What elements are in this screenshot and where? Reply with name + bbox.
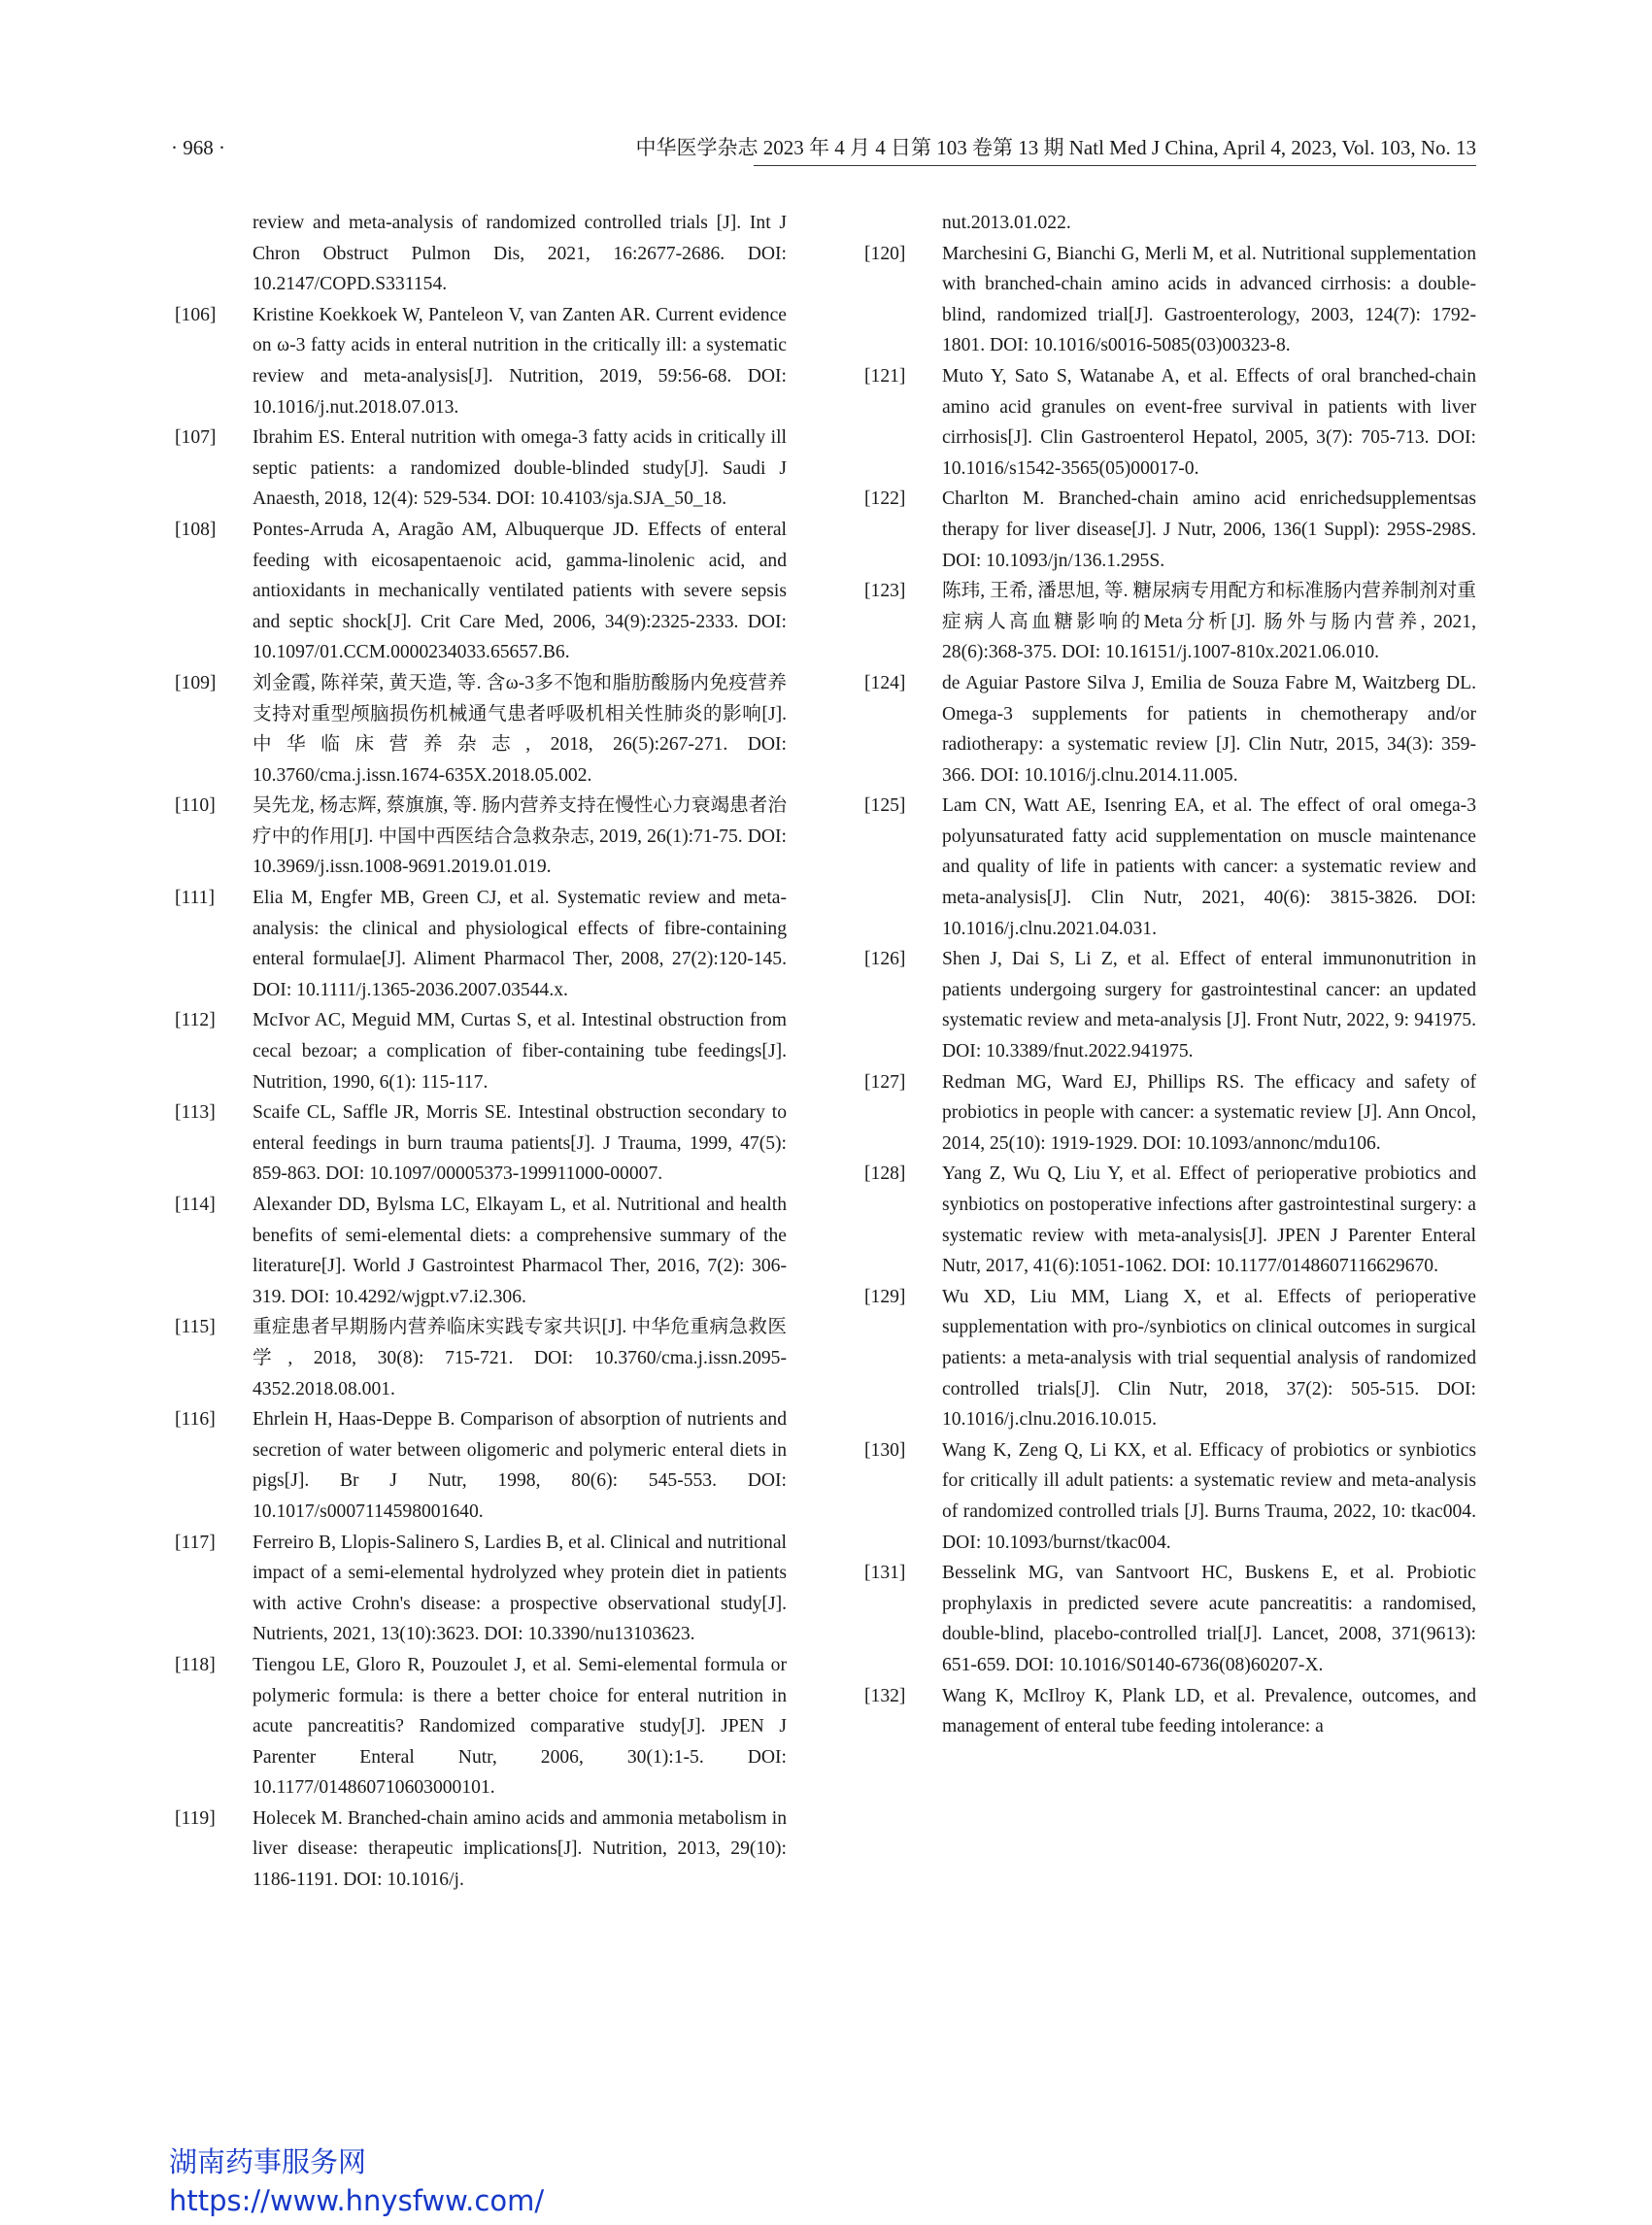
page-header	[171, 132, 1476, 163]
reference-number: [107]	[175, 427, 217, 449]
reference-number: [109]	[175, 672, 217, 693]
reference-item	[175, 883, 787, 1005]
reference-item	[864, 1067, 1476, 1160]
reference-text: Lam CN, Watt AE, Isenring EA, et al. The effect of oral omega-3 polyunsaturated fatty acid supplementation on muscle maintenance and quality of life in patients with cancer: a systematic review and meta-analysis[J]. Clin Nutr, 2021, 40(6): 3815-3826. DOI: 10.1016/j.clnu.2021.04.031.	[942, 795, 1476, 939]
reference-text: Charlton M. Branched-chain amino acid enrichedsupplementsas therapy for liver disease[J]. J Nutr, 2006, 136(1 Suppl): 295S-298S. DOI: 10.1093/jn/136.1.295S.	[942, 489, 1476, 571]
reference-item	[175, 1804, 787, 1896]
reference-item	[864, 1435, 1476, 1558]
reference-number: [108]	[175, 519, 217, 540]
reference-text: Elia M, Engfer MB, Green CJ, et al. Systematic review and meta-analysis: the clinical and physiological effects of fibre-containing enteral formulae[J]. Aliment Pharmacol Ther, 2008, 27(2):120-145. DOI: 10.1111/j.1365-2036.2007.03544.x.	[253, 888, 787, 1000]
header-rule	[754, 165, 1476, 166]
reference-number: [132]	[864, 1685, 906, 1706]
reference-number: [114]	[175, 1195, 216, 1215]
reference-item	[175, 1312, 787, 1404]
reference-item	[864, 1159, 1476, 1281]
reference-text: Wang K, McIlroy K, Plank LD, et al. Prevalence, outcomes, and management of enteral tube feeding intolerance: a	[942, 1685, 1476, 1737]
reference-number: [115]	[175, 1317, 216, 1338]
reference-continuation	[864, 208, 1476, 239]
reference-item	[175, 1404, 787, 1527]
reference-item	[864, 361, 1476, 484]
reference-text: Alexander DD, Bylsma LC, Elkayam L, et al. Nutritional and health benefits of semi-elemental diets: a comprehensive summary of the literature[J]. World J Gastrointest Pharmacol Ther, 2016, 7(2): 306-319. DOI: 10.4292/wjgpt.v7.i2.306.	[253, 1195, 787, 1307]
reference-item	[864, 944, 1476, 1066]
reference-text: Redman MG, Ward EJ, Phillips RS. The efficacy and safety of probiotics in people with cancer: a systematic review [J]. Ann Oncol, 2014, 25(10): 1919-1929. DOI: 10.1093/annonc/mdu106.	[942, 1071, 1476, 1154]
reference-number: [126]	[864, 949, 906, 970]
reference-item	[864, 791, 1476, 944]
page-number: · 968 ·	[171, 136, 225, 159]
reference-text: Shen J, Dai S, Li Z, et al. Effect of enteral immunonutrition in patients undergoing surgery for gastrointestinal cancer: an updated systematic review and meta-analysis [J]. Front Nutr, 2022, 9: 941975. DOI: 10.3389/fnut.2022.941975.	[942, 949, 1476, 1062]
reference-item	[864, 576, 1476, 668]
reference-number: [122]	[864, 489, 906, 510]
reference-text: Scaife CL, Saffle JR, Morris SE. Intestinal obstruction secondary to enteral feedings in burn trauma patients[J]. J Trauma, 1999, 47(5): 859-863. DOI: 10.1097/00005373-199911000-00007.	[253, 1102, 787, 1185]
reference-number: [111]	[175, 888, 215, 909]
reference-number: [123]	[864, 581, 906, 602]
left-column	[175, 208, 787, 1896]
reference-number: [124]	[864, 672, 906, 693]
reference-number: [129]	[864, 1286, 906, 1307]
reference-text: Ehrlein H, Haas-Deppe B. Comparison of absorption of nutrients and secretion of water between oligomeric and polymeric enteral diets in pigs[J]. Br J Nutr, 1998, 80(6): 545-553. DOI: 10.1017/s0007114598001640.	[253, 1409, 787, 1522]
reference-text: Ferreiro B, Llopis-Salinero S, Lardies B, et al. Clinical and nutritional impact of a semi-elemental hydrolyzed whey protein diet in patients with active Crohn's disease: a prospective observational study[J]. Nutrients, 2021, 13(10):3623. DOI: 10.3390/nu13103623.	[253, 1532, 787, 1645]
reference-item	[175, 1528, 787, 1650]
reference-number: [106]	[175, 304, 217, 325]
reference-number: [113]	[175, 1102, 216, 1124]
reference-text: review and meta-analysis of randomized controlled trials [J]. Int J Chron Obstruct Pulmon Dis, 2021, 16:2677-2686. DOI: 10.2147/COPD.S331154.	[253, 213, 787, 295]
reference-text: 刘金霞, 陈祥荣, 黄天造, 等. 含ω-3多不饱和脂肪酸肠内免疫营养支持对重型颅脑损伤机械通气患者呼吸机相关性肺炎的影响[J]. 中华临床营养杂志, 2018, 26(5):267-271. DOI: 10.3760/cma.j.issn.1674-635X.2018.05.002.	[253, 672, 787, 786]
reference-text: nut.2013.01.022.	[942, 213, 1071, 233]
reference-text: Besselink MG, van Santvoort HC, Buskens E, et al. Probiotic prophylaxis in predicted severe acute pancreatitis: a randomised, double-blind, placebo-controlled trial[J]. Lancet, 2008, 371(9613): 651-659. DOI: 10.1016/S0140-6736(08)60207-X.	[942, 1563, 1476, 1675]
watermark-url[interactable]: https://www.hnysfww.com/	[169, 2184, 545, 2217]
reference-text: Wang K, Zeng Q, Li KX, et al. Efficacy of probiotics or synbiotics for critically ill adult patients: a systematic review and meta-analysis of randomized controlled trials [J]. Burns Trauma, 2022, 10: tkac004. DOI: 10.1093/burnst/tkac004.	[942, 1439, 1476, 1553]
reference-item	[864, 668, 1476, 791]
reference-text: Kristine Koekkoek W, Panteleon V, van Zanten AR. Current evidence on ω-3 fatty acids in enteral nutrition in the critically ill: a systematic review and meta-analysis[J]. Nutrition, 2019, 59:56-68. DOI: 10.1016/j.nut.2018.07.013.	[253, 304, 787, 418]
reference-text: Ibrahim ES. Enteral nutrition with omega-3 fatty acids in critically ill septic patients: a randomized double-blinded study[J]. Saudi J Anaesth, 2018, 12(4): 529-534. DOI: 10.4103/sja.SJA_50_18.	[253, 427, 787, 510]
reference-text: McIvor AC, Meguid MM, Curtas S, et al. Intestinal obstruction from cecal bezoar; a complication of fiber-containing tube feedings[J]. Nutrition, 1990, 6(1): 115-117.	[253, 1010, 787, 1093]
journal-citation: 中华医学杂志 2023 年 4 月 4 日第 103 卷第 13 期 Natl Med J China, April 4, 2023, Vol. 103, No. 13	[635, 136, 1476, 159]
reference-item	[864, 1282, 1476, 1435]
reference-number: [117]	[175, 1532, 216, 1553]
reference-number: [128]	[864, 1163, 906, 1185]
reference-continuation	[175, 208, 787, 300]
reference-text: 吴先龙, 杨志辉, 蔡旗旗, 等. 肠内营养支持在慢性心力衰竭患者治疗中的作用[J]. 中国中西医结合急救杂志, 2019, 26(1):71-75. DOI: 10.3969/j.issn.1008-9691.2019.01.019.	[253, 795, 787, 878]
reference-number: [121]	[864, 365, 906, 387]
reference-number: [119]	[175, 1807, 216, 1829]
reference-text: Holecek M. Branched-chain amino acids and ammonia metabolism in liver disease: therapeutic implications[J]. Nutrition, 2013, 29(10): 1186-1191. DOI: 10.1016/j.	[253, 1807, 787, 1891]
watermark	[169, 2142, 544, 2220]
reference-item	[864, 239, 1476, 361]
reference-number: [110]	[175, 795, 216, 817]
reference-text: Tiengou LE, Gloro R, Pouzoulet J, et al. Semi-elemental formula or polymeric formula: is there a better choice for enteral nutrition in acute pancreatitis? Randomized comparative study[J]. JPEN J Parenter Enteral Nutr, 2006, 30(1):1-5. DOI: 10.1177/014860710603000101.	[253, 1654, 787, 1799]
reference-text: Muto Y, Sato S, Watanabe A, et al. Effects of oral branched-chain amino acid granules on event-free survival in patients with liver cirrhosis[J]. Clin Gastroenterol Hepatol, 2005, 3(7): 705-713. DOI: 10.1016/s1542-3565(05)00017-0.	[942, 365, 1476, 479]
reference-text: de Aguiar Pastore Silva J, Emilia de Souza Fabre M, Waitzberg DL. Omega-3 supplements for patients in chemotherapy and/or radiotherapy: a systematic review [J]. Clin Nutr, 2015, 34(3): 359-366. DOI: 10.1016/j.clnu.2014.11.005.	[942, 672, 1476, 786]
reference-item	[175, 668, 787, 791]
reference-number: [118]	[175, 1654, 216, 1675]
reference-item	[175, 1650, 787, 1804]
reference-number: [112]	[175, 1010, 216, 1031]
reference-item	[175, 791, 787, 883]
reference-number: [116]	[175, 1409, 216, 1431]
reference-text: 重症患者早期肠内营养临床实践专家共识[J]. 中华危重病急救医学, 2018, 30(8): 715-721. DOI: 10.3760/cma.j.issn.2095-4352.2018.08.001.	[253, 1317, 787, 1399]
reference-number: [131]	[864, 1563, 906, 1584]
right-column	[864, 208, 1476, 1742]
reference-item	[175, 515, 787, 668]
reference-number: [125]	[864, 795, 906, 817]
reference-number: [120]	[864, 243, 906, 264]
reference-item	[864, 484, 1476, 576]
reference-item	[864, 1558, 1476, 1680]
reference-number: [130]	[864, 1439, 906, 1461]
reference-text: Pontes-Arruda A, Aragão AM, Albuquerque JD. Effects of enteral feeding with eicosapentaenoic acid, gamma-linolenic acid, and antioxidants in mechanically ventilated patients with severe sepsis and septic shock[J]. Crit Care Med, 2006, 34(9):2325-2333. DOI: 10.1097/01.CCM.0000234033.65657.B6.	[253, 519, 787, 663]
reference-text: Yang Z, Wu Q, Liu Y, et al. Effect of perioperative probiotics and synbiotics on postoperative infections after gastrointestinal surgery: a systematic review with meta-analysis[J]. JPEN J Parenter Enteral Nutr, 2017, 41(6):1051-1062. DOI: 10.1177/0148607116629670.	[942, 1163, 1476, 1277]
reference-item	[175, 1097, 787, 1190]
reference-text: 陈玮, 王希, 潘思旭, 等. 糖尿病专用配方和标准肠内营养制剂对重症病人高血糖影响的Meta分析[J]. 肠外与肠内营养, 2021, 28(6):368-375. DOI: 10.16151/j.1007-810x.2021.06.010.	[942, 581, 1476, 663]
reference-item	[175, 300, 787, 422]
reference-number: [127]	[864, 1071, 906, 1093]
watermark-site-name: 湖南药事服务网	[169, 2145, 367, 2178]
reference-item	[175, 1190, 787, 1312]
reference-text: Marchesini G, Bianchi G, Merli M, et al. Nutritional supplementation with branched-chain amino acids in advanced cirrhosis: a double-blind, randomized trial[J]. Gastroenterology, 2003, 124(7): 1792-1801. DOI: 10.1016/s0016-5085(03)00323-8.	[942, 243, 1476, 356]
reference-item	[864, 1681, 1476, 1742]
reference-list-left	[175, 300, 787, 1896]
reference-item	[175, 1005, 787, 1097]
reference-text: Wu XD, Liu MM, Liang X, et al. Effects of perioperative supplementation with pro-/synbiotics on clinical outcomes in surgical patients: a meta-analysis with trial sequential analysis of randomized controlled trials[J]. Clin Nutr, 2018, 37(2): 505-515. DOI: 10.1016/j.clnu.2016.10.015.	[942, 1286, 1476, 1431]
reference-item	[175, 422, 787, 515]
reference-list-right	[864, 239, 1476, 1742]
